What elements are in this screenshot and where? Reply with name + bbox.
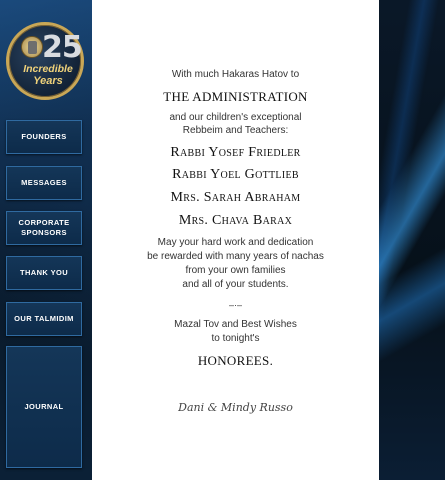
wish-line-3: from your own families bbox=[185, 265, 286, 276]
honoree-name: Rabbi Yoel Gottlieb bbox=[172, 167, 299, 182]
left-sidebar bbox=[0, 0, 92, 480]
nav-founders-button[interactable] bbox=[6, 120, 82, 154]
nav-corporate-sponsors-label: CORPORATE SPONSORS bbox=[18, 218, 70, 237]
honoree-name: Mrs. Chava Barax bbox=[178, 213, 293, 228]
wish-line-1: May your hard work and dedication bbox=[157, 237, 314, 248]
nav-journal-label: JOURNAL bbox=[24, 402, 64, 411]
message-card bbox=[92, 0, 379, 480]
closing-line-2: to tonight's bbox=[211, 333, 260, 344]
nav-messages-button[interactable] bbox=[6, 166, 82, 200]
intro-text: With much Hakaras Hatov to bbox=[171, 69, 300, 80]
honoree-name: Rabbi Yosef Friedler bbox=[170, 145, 301, 160]
teachers-line-2: Rebbeim and Teachers: bbox=[182, 125, 289, 136]
right-decorative-panel bbox=[379, 0, 445, 480]
nav-our-talmidim-button[interactable] bbox=[6, 302, 82, 336]
teachers-line-1: and our children's exceptional bbox=[169, 112, 302, 123]
nav-journal-button[interactable] bbox=[6, 346, 82, 468]
nav-corporate-sponsors-button[interactable] bbox=[6, 211, 82, 245]
divider: –·– bbox=[228, 300, 242, 310]
honoree-name: Mrs. Sarah Abraham bbox=[170, 190, 301, 205]
nav-messages-label: MESSAGES bbox=[21, 178, 67, 187]
logo-line1: Incredible bbox=[23, 63, 73, 75]
medal-icon bbox=[21, 36, 43, 58]
nav-thank-you-button[interactable] bbox=[6, 256, 82, 290]
closing-line-1: Mazal Tov and Best Wishes bbox=[174, 319, 297, 330]
logo-number: 25 bbox=[42, 30, 82, 65]
signature: Dani & Mindy Russo bbox=[178, 401, 293, 414]
wish-line-2: be rewarded with many years of nachas bbox=[147, 251, 324, 262]
25-years-logo[interactable] bbox=[6, 22, 84, 100]
nav-our-talmidim-label: OUR TALMIDIM bbox=[14, 314, 74, 323]
nav-founders-label: FOUNDERS bbox=[21, 132, 67, 141]
wish-line-4: and all of your students. bbox=[182, 279, 289, 290]
logo-line2: Years bbox=[33, 75, 63, 87]
administration-heading: THE ADMINISTRATION bbox=[163, 89, 308, 104]
nav-thank-you-label: THANK YOU bbox=[19, 268, 69, 277]
honorees-heading: HONOREES. bbox=[197, 353, 274, 368]
